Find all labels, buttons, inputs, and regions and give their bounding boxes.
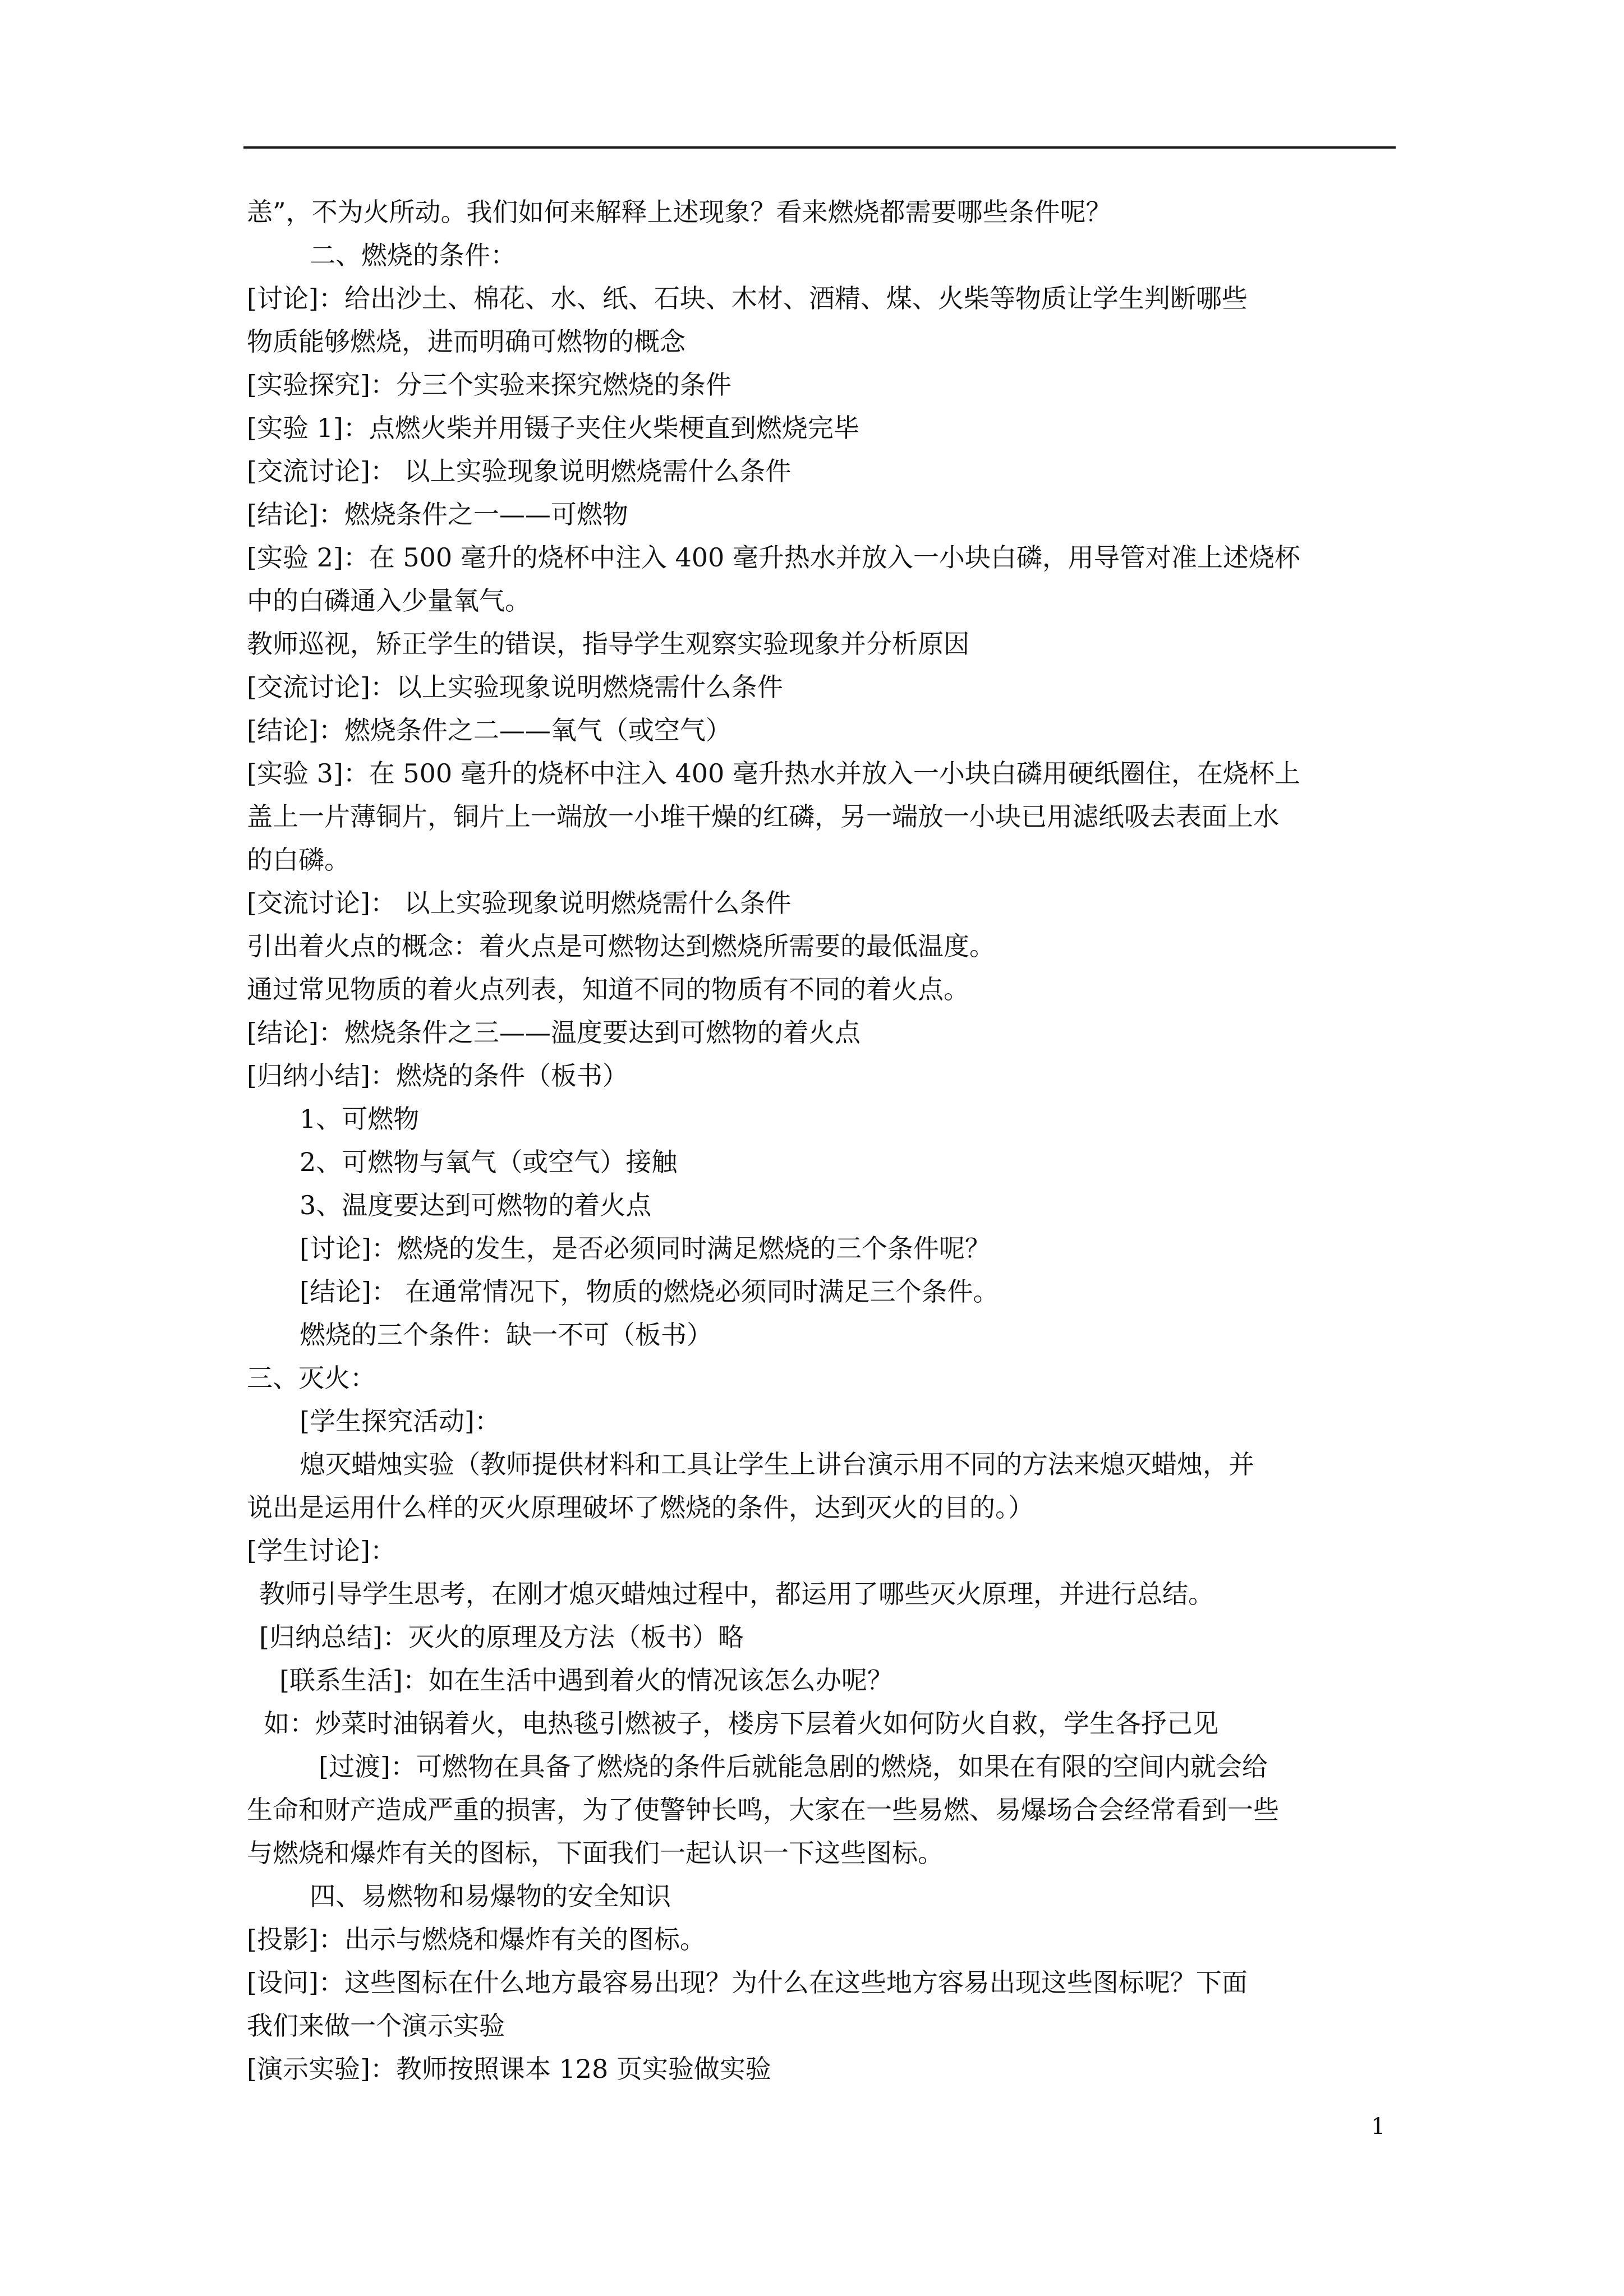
text-line: [实验探究]：分三个实验来探究燃烧的条件 [247, 370, 732, 400]
text-line: [过渡]：可燃物在具备了燃烧的条件后就能急剧的燃烧，如果在有限的空间内就会给 [319, 1751, 1268, 1782]
text-line: [实验 3]：在 500 毫升的烧杯中注入 400 毫升热水并放入一小块白磷用硬纸圈住，在烧杯上 [247, 758, 1300, 789]
section-heading-conditions: 二、燃烧的条件： [310, 240, 516, 270]
text-line: [结论]：燃烧条件之一——可燃物 [247, 499, 628, 529]
text-line: [归纳小结]：燃烧的条件（板书） [247, 1061, 628, 1091]
text-line: [投影]：出示与燃烧和爆炸有关的图标。 [247, 1924, 706, 1954]
document-body [247, 191, 1397, 2091]
text-line: [结论]：燃烧条件之二——氧气（或空气） [247, 715, 732, 745]
text-line: 生命和财产造成严重的损害，为了使警钟长鸣，大家在一些易燃、易爆场合会经常看到一些 [247, 1795, 1279, 1825]
text-line: 我们来做一个演示实验 [247, 2011, 505, 2041]
text-line: [实验 2]：在 500 毫升的烧杯中注入 400 毫升热水并放入一小块白磷，用导管对准上述烧杯 [247, 542, 1300, 573]
text-line: 中的白磷通入少量氧气。 [247, 585, 531, 616]
text-line: 引出着火点的概念：着火点是可燃物达到燃烧所需要的最低温度。 [247, 931, 995, 961]
text-line: [讨论]：给出沙土、棉花、水、纸、石块、木材、酒精、煤、火柴等物质让学生判断哪些 [247, 283, 1248, 313]
text-line: [实验 1]：点燃火柴并用镊子夹住火柴梗直到燃烧完毕 [247, 413, 859, 443]
list-item: 3、温度要达到可燃物的着火点 [300, 1190, 652, 1220]
text-line: [结论]：燃烧条件之三——温度要达到可燃物的着火点 [247, 1017, 861, 1048]
list-item: 1、可燃物 [300, 1104, 420, 1134]
text-line: 物质能够燃烧，进而明确可燃物的概念 [247, 326, 686, 357]
text-line: [交流讨论]：以上实验现象说明燃烧需什么条件 [247, 672, 783, 702]
text-line: [演示实验]：教师按照课本 128 页实验做实验 [247, 2054, 771, 2084]
text-line: 燃烧的三个条件：缺一不可（板书） [300, 1320, 712, 1350]
text-line: [交流讨论]： 以上实验现象说明燃烧需什么条件 [247, 456, 792, 486]
text-line: [学生讨论]： [247, 1536, 396, 1566]
text-line: 教师引导学生思考，在刚才熄灭蜡烛过程中，都运用了哪些灭火原理，并进行总结。 [259, 1579, 1214, 1609]
list-item: 2、可燃物与氧气（或空气）接触 [300, 1147, 678, 1177]
text-line: [结论]： 在通常情况下，物质的燃烧必须同时满足三个条件。 [300, 1276, 999, 1307]
text-line: [联系生活]：如在生活中遇到着火的情况该怎么办呢？ [279, 1665, 893, 1695]
text-line: 与燃烧和爆炸有关的图标，下面我们一起认识一下这些图标。 [247, 1838, 944, 1868]
text-line: 熄灭蜡烛实验（教师提供材料和工具让学生上讲台演示用不同的方法来熄灭蜡烛，并 [300, 1449, 1254, 1479]
text-line: [交流讨论]： 以上实验现象说明燃烧需什么条件 [247, 888, 792, 918]
text-line: 盖上一片薄铜片，铜片上一端放一小堆干燥的红磷，另一端放一小块已用滤纸吸去表面上水 [247, 801, 1279, 832]
text-line: 说出是运用什么样的灭火原理破坏了燃烧的条件，达到灭火的目的。） [247, 1492, 1034, 1523]
text-line: 恙”，不为火所动。我们如何来解释上述现象？看来燃烧都需要哪些条件呢？ [247, 197, 1112, 227]
text-line: [归纳总结]：灭火的原理及方法（板书）略 [259, 1622, 744, 1652]
text-line: [设问]：这些图标在什么地方最容易出现？为什么在这些地方容易出现这些图标呢？下面 [247, 1967, 1248, 1998]
text-line: 教师巡视，矫正学生的错误，指导学生观察实验现象并分析原因 [247, 629, 969, 659]
text-line: [学生探究活动]： [300, 1406, 500, 1436]
header-rule [243, 146, 1396, 149]
text-line: [讨论]：燃烧的发生，是否必须同时满足燃烧的三个条件呢？ [300, 1233, 991, 1264]
section-heading-safety: 四、易燃物和易爆物的安全知识 [310, 1881, 671, 1911]
section-heading-extinguish: 三、灭火： [247, 1363, 376, 1393]
page-number: 1 [1371, 2114, 1386, 2140]
text-line: 如：炒菜时油锅着火，电热毯引燃被子，楼房下层着火如何防火自救，学生各抒己见 [264, 1708, 1218, 1739]
text-line: 的白磷。 [247, 845, 350, 875]
text-line: 通过常见物质的着火点列表，知道不同的物质有不同的着火点。 [247, 974, 969, 1004]
